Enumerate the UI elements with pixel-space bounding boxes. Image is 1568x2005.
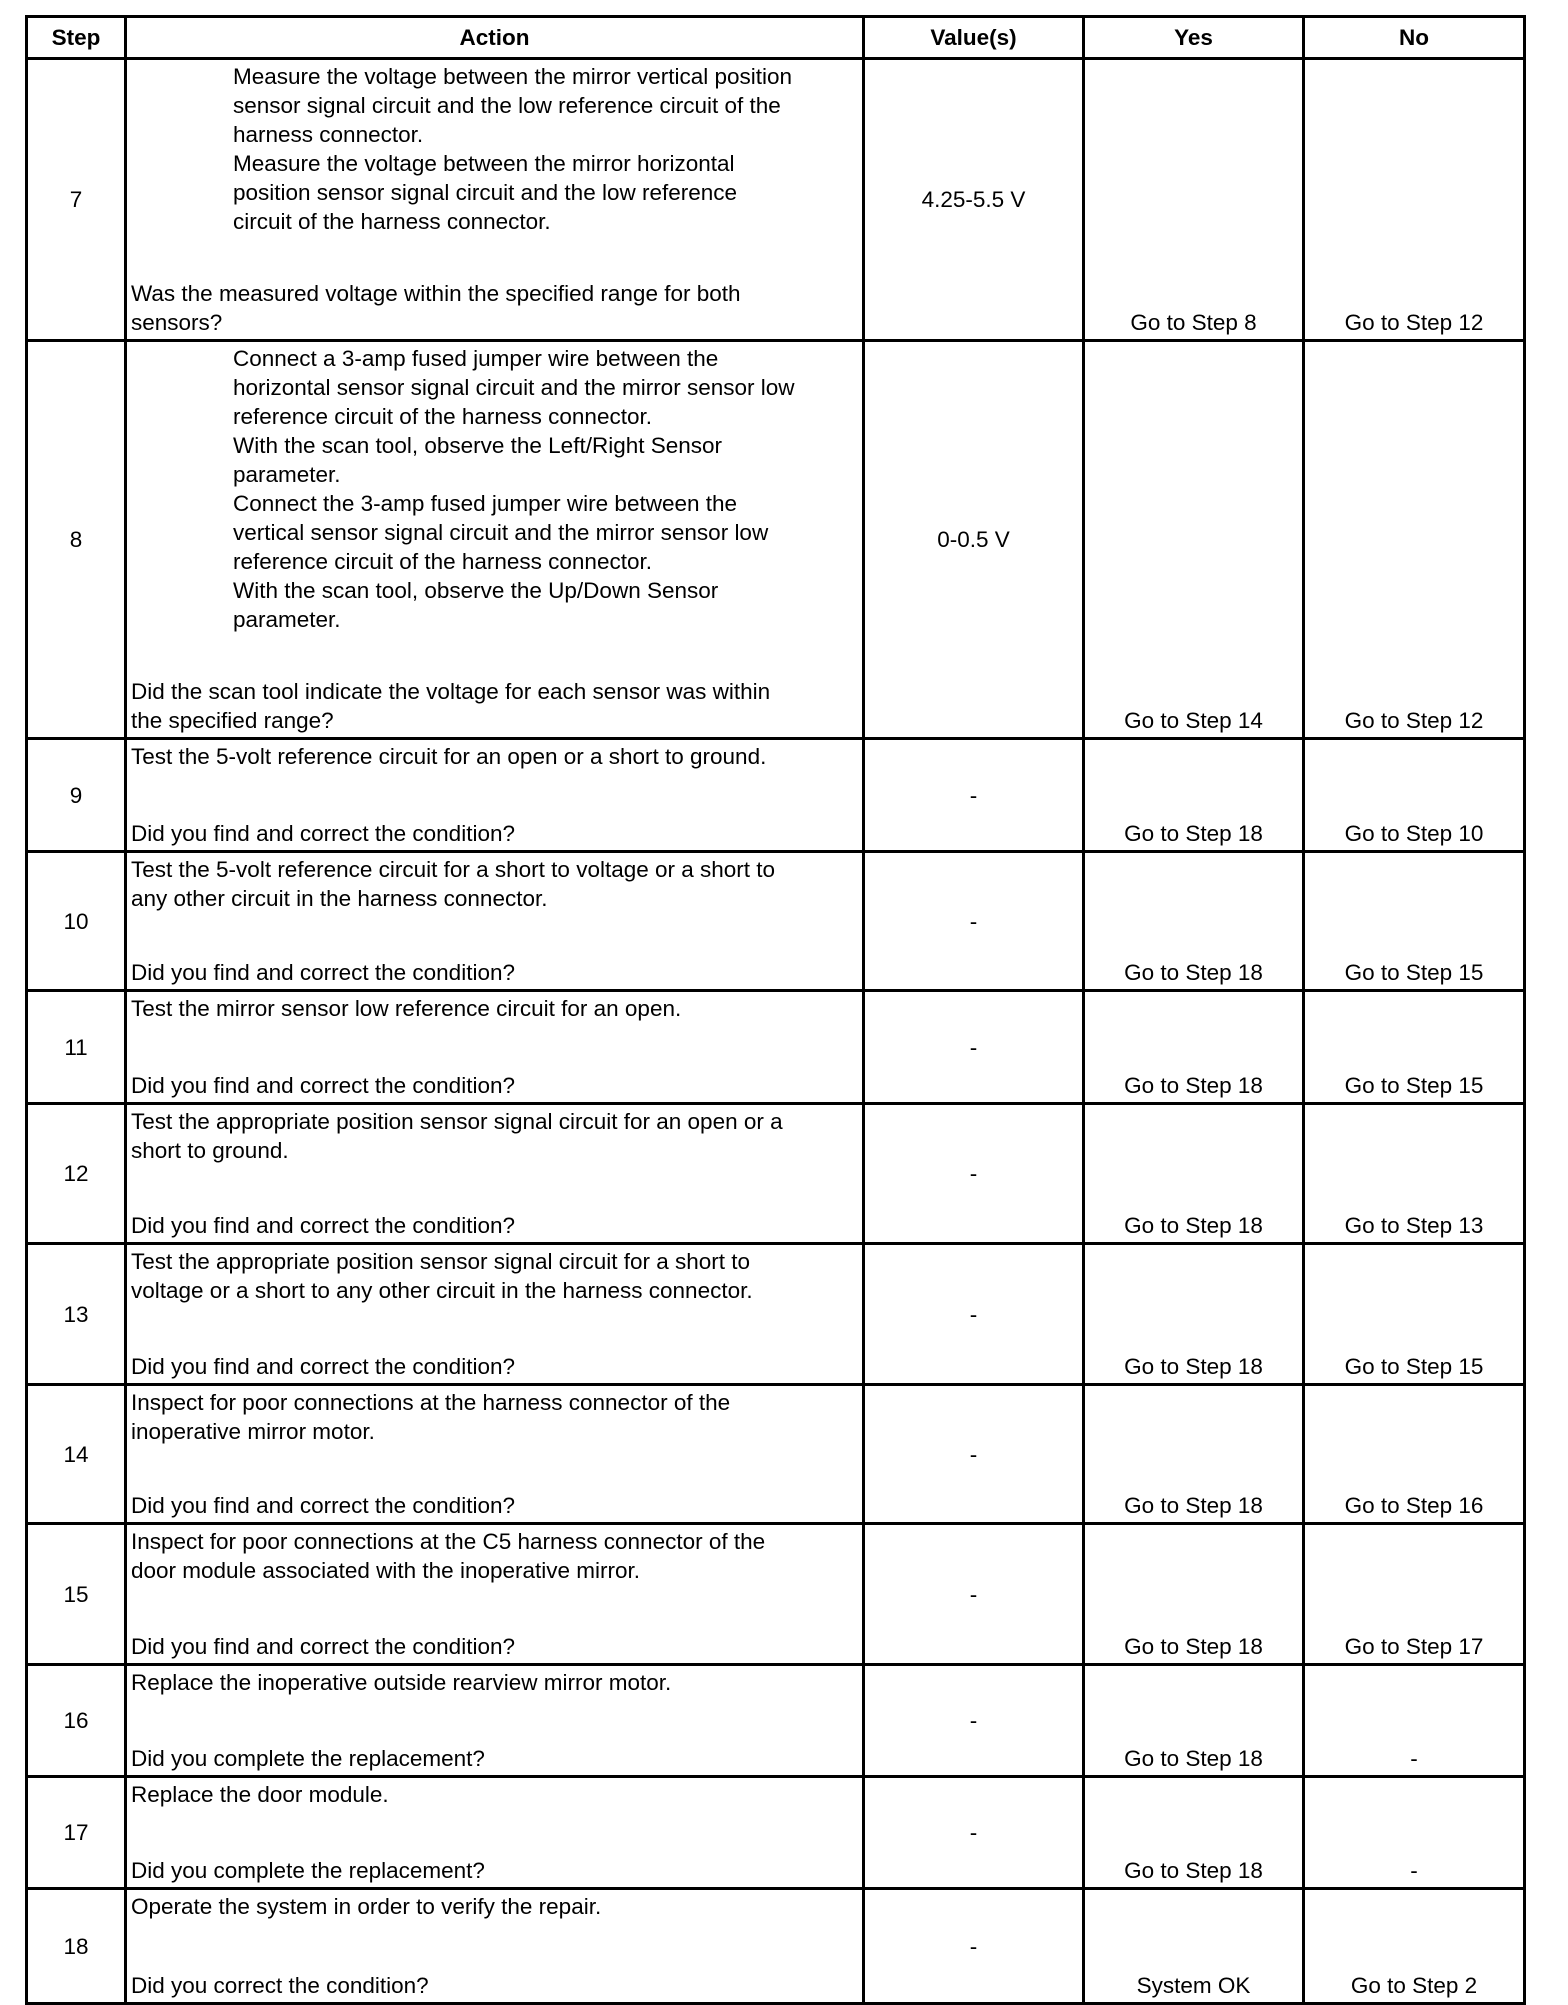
action-content (131, 1780, 858, 1885)
step-number: 8 (27, 341, 126, 739)
action-instructions (131, 1107, 858, 1165)
action-instructions (131, 1388, 858, 1446)
action-cell (126, 1889, 864, 2004)
action-line: With the scan tool, observe the Up/Down Sensor (233, 578, 719, 603)
question-line: Did you correct the condition? (131, 1973, 429, 1998)
action-line: Inspect for poor connections at the harness connector of the (131, 1390, 731, 1415)
question-line: Did you complete the replacement? (131, 1746, 485, 1771)
table-row (27, 1889, 1525, 2004)
step-number: 12 (27, 1104, 126, 1244)
yes-result: Go to Step 18 (1084, 739, 1304, 852)
action-line: Measure the voltage between the mirror horizontal (233, 151, 735, 176)
value-cell: - (864, 1385, 1084, 1524)
table-row (27, 341, 1525, 739)
step-number: 13 (27, 1244, 126, 1385)
step-number: 7 (27, 59, 126, 341)
yes-result: Go to Step 18 (1084, 1385, 1304, 1524)
action-content (131, 344, 858, 735)
table-row (27, 1104, 1525, 1244)
step-number: 16 (27, 1665, 126, 1777)
step-number: 15 (27, 1524, 126, 1665)
action-line: Test the 5-volt reference circuit for a short to voltage or a short to (131, 857, 776, 882)
yes-result: Go to Step 18 (1084, 1104, 1304, 1244)
action-cell (126, 1665, 864, 1777)
action-cell (126, 341, 864, 739)
action-line: any other circuit in the harness connector. (131, 886, 548, 911)
action-instructions (131, 742, 858, 771)
action-line: reference circuit of the harness connector. (233, 404, 652, 429)
action-line: horizontal sensor signal circuit and the mirror sensor low (233, 375, 795, 400)
action-line: Test the mirror sensor low reference circuit for an open. (131, 996, 682, 1021)
action-content (131, 1527, 858, 1661)
action-line: parameter. (233, 462, 341, 487)
header-no: No (1304, 17, 1525, 59)
yes-result: Go to Step 18 (1084, 1777, 1304, 1889)
action-content (131, 1892, 858, 2000)
action-cell (126, 739, 864, 852)
question-line: Did you find and correct the condition? (131, 1634, 515, 1659)
action-question (131, 958, 858, 987)
header-row (27, 17, 1525, 59)
question-line: Did the scan tool indicate the voltage for each sensor was within (131, 679, 771, 704)
action-instructions (131, 344, 858, 634)
action-line: Test the 5-volt reference circuit for an open or a short to ground. (131, 744, 767, 769)
action-line: Operate the system in order to verify the repair. (131, 1894, 602, 1919)
action-instructions (131, 1247, 858, 1305)
action-line: door module associated with the inoperative mirror. (131, 1558, 641, 1583)
action-line: Measure the voltage between the mirror vertical position (233, 64, 793, 89)
value-cell: - (864, 991, 1084, 1104)
value-cell: - (864, 1244, 1084, 1385)
action-line: Test the appropriate position sensor signal circuit for a short to (131, 1249, 751, 1274)
table-row (27, 1524, 1525, 1665)
no-result: Go to Step 10 (1304, 739, 1525, 852)
action-line: inoperative mirror motor. (131, 1419, 375, 1444)
question-line: the specified range? (131, 708, 334, 733)
header-values: Value(s) (864, 17, 1084, 59)
yes-result: System OK (1084, 1889, 1304, 2004)
no-result: Go to Step 2 (1304, 1889, 1525, 2004)
action-cell (126, 1244, 864, 1385)
action-instructions (131, 1780, 858, 1809)
no-result: - (1304, 1777, 1525, 1889)
action-cell (126, 852, 864, 991)
action-question (131, 279, 858, 337)
action-line: parameter. (233, 607, 341, 632)
yes-result: Go to Step 18 (1084, 1665, 1304, 1777)
action-question (131, 1211, 858, 1240)
header-action: Action (126, 17, 864, 59)
yes-result: Go to Step 18 (1084, 852, 1304, 991)
action-line: With the scan tool, observe the Left/Right Sensor (233, 433, 723, 458)
action-line: Replace the inoperative outside rearview mirror motor. (131, 1670, 672, 1695)
action-line: short to ground. (131, 1138, 289, 1163)
table-row (27, 1385, 1525, 1524)
action-question (131, 1071, 858, 1100)
action-question (131, 1632, 858, 1661)
yes-result: Go to Step 18 (1084, 991, 1304, 1104)
yes-result: Go to Step 8 (1084, 59, 1304, 341)
action-cell (126, 1385, 864, 1524)
value-cell: - (864, 739, 1084, 852)
action-line: vertical sensor signal circuit and the mirror sensor low (233, 520, 769, 545)
header-yes: Yes (1084, 17, 1304, 59)
question-line: Did you find and correct the condition? (131, 1213, 515, 1238)
action-instructions (131, 62, 858, 236)
action-cell (126, 991, 864, 1104)
question-line: Was the measured voltage within the specified range for both (131, 281, 741, 306)
question-line: Did you find and correct the condition? (131, 1354, 515, 1379)
no-result: Go to Step 12 (1304, 59, 1525, 341)
no-result: Go to Step 16 (1304, 1385, 1525, 1524)
action-line: Inspect for poor connections at the C5 harness connector of the (131, 1529, 766, 1554)
action-line: reference circuit of the harness connector. (233, 549, 652, 574)
action-instructions (131, 994, 858, 1023)
no-result: Go to Step 15 (1304, 991, 1525, 1104)
action-cell (126, 1524, 864, 1665)
question-line: Did you complete the replacement? (131, 1858, 485, 1883)
action-line: circuit of the harness connector. (233, 209, 551, 234)
action-line: Replace the door module. (131, 1782, 389, 1807)
action-line: voltage or a short to any other circuit in the harness connector. (131, 1278, 753, 1303)
action-cell (126, 1104, 864, 1244)
action-content (131, 1388, 858, 1520)
action-line: harness connector. (233, 122, 424, 147)
question-line: Did you find and correct the condition? (131, 821, 515, 846)
action-content (131, 742, 858, 848)
table-row (27, 1777, 1525, 1889)
step-number: 10 (27, 852, 126, 991)
action-question (131, 1744, 858, 1773)
question-line: Did you find and correct the condition? (131, 960, 515, 985)
action-instructions (131, 855, 858, 913)
question-line: Did you find and correct the condition? (131, 1493, 515, 1518)
action-question (131, 1856, 858, 1885)
value-cell: - (864, 1104, 1084, 1244)
action-line: sensor signal circuit and the low reference circuit of the (233, 93, 781, 118)
table-row (27, 991, 1525, 1104)
step-number: 17 (27, 1777, 126, 1889)
table-row (27, 1244, 1525, 1385)
table-row (27, 739, 1525, 852)
no-result: Go to Step 17 (1304, 1524, 1525, 1665)
value-cell: - (864, 1665, 1084, 1777)
table-row (27, 1665, 1525, 1777)
table-row (27, 852, 1525, 991)
no-result: Go to Step 12 (1304, 341, 1525, 739)
step-number: 9 (27, 739, 126, 852)
action-instructions (131, 1668, 858, 1697)
action-cell (126, 1777, 864, 1889)
action-content (131, 994, 858, 1100)
step-number: 11 (27, 991, 126, 1104)
yes-result: Go to Step 18 (1084, 1524, 1304, 1665)
no-result: Go to Step 15 (1304, 852, 1525, 991)
step-number: 18 (27, 1889, 126, 2004)
table-row (27, 59, 1525, 341)
action-question (131, 677, 858, 735)
yes-result: Go to Step 14 (1084, 341, 1304, 739)
value-cell: - (864, 1777, 1084, 1889)
question-line: Did you find and correct the condition? (131, 1073, 515, 1098)
header-step: Step (27, 17, 126, 59)
action-content (131, 1107, 858, 1240)
action-line: Connect the 3-amp fused jumper wire between the (233, 491, 738, 516)
no-result: - (1304, 1665, 1525, 1777)
action-content (131, 855, 858, 987)
no-result: Go to Step 15 (1304, 1244, 1525, 1385)
no-result: Go to Step 13 (1304, 1104, 1525, 1244)
action-question (131, 1352, 858, 1381)
yes-result: Go to Step 18 (1084, 1244, 1304, 1385)
step-number: 14 (27, 1385, 126, 1524)
action-instructions (131, 1892, 858, 1921)
value-cell: - (864, 1524, 1084, 1665)
action-line: position sensor signal circuit and the low reference (233, 180, 738, 205)
diagnostic-table (25, 15, 1526, 2005)
action-line: Connect a 3-amp fused jumper wire between the (233, 346, 719, 371)
action-content (131, 1668, 858, 1773)
question-line: sensors? (131, 310, 223, 335)
value-cell: 4.25-5.5 V (864, 59, 1084, 341)
value-cell: - (864, 1889, 1084, 2004)
action-content (131, 62, 858, 337)
action-instructions (131, 1527, 858, 1585)
action-question (131, 1491, 858, 1520)
action-line: Test the appropriate position sensor signal circuit for an open or a (131, 1109, 783, 1134)
action-content (131, 1247, 858, 1381)
action-cell (126, 59, 864, 341)
action-question (131, 819, 858, 848)
table-body (27, 59, 1525, 2004)
value-cell: 0-0.5 V (864, 341, 1084, 739)
value-cell: - (864, 852, 1084, 991)
